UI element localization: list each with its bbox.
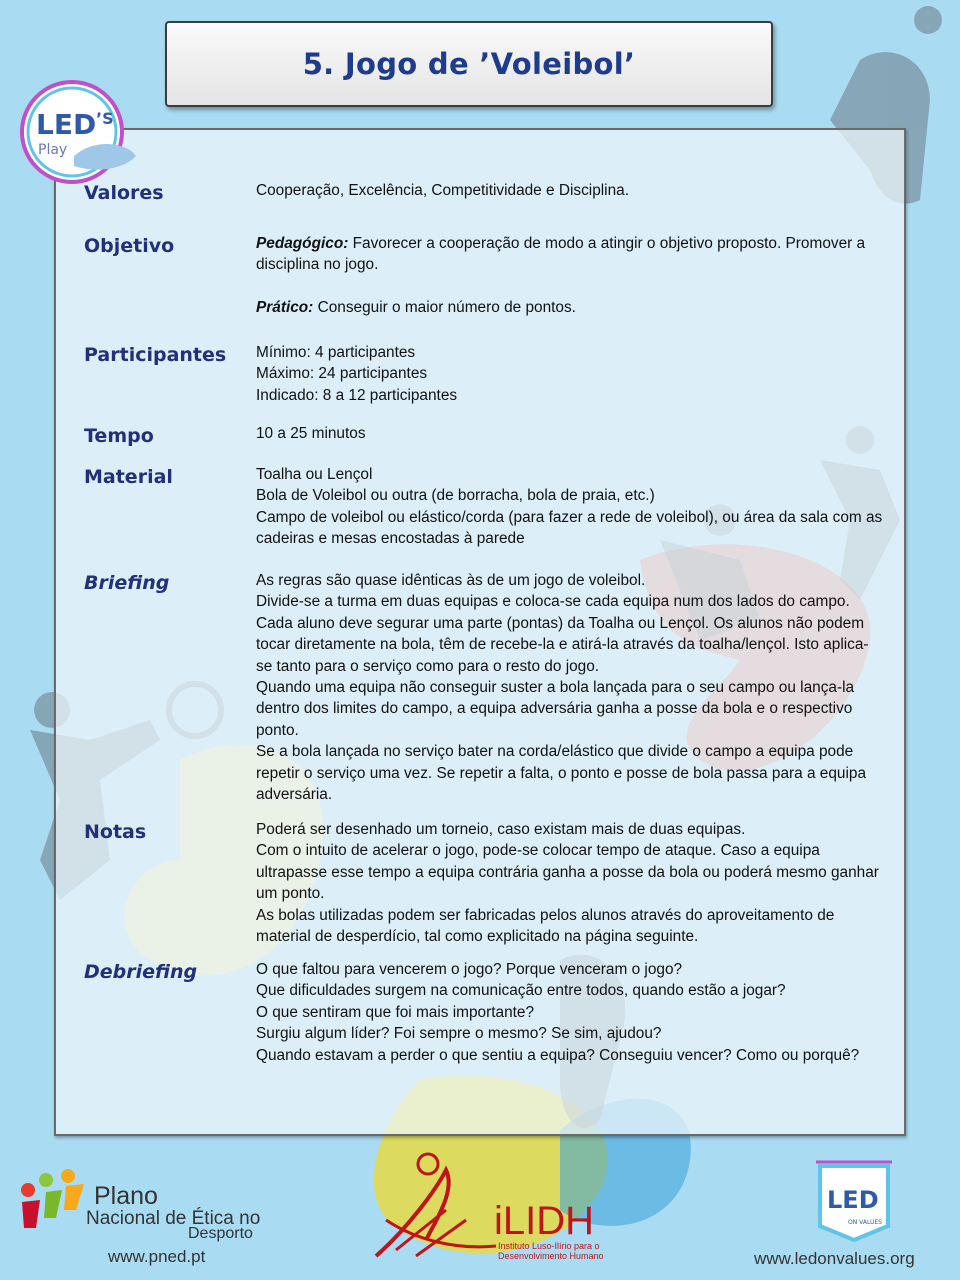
section-content	[256, 570, 884, 805]
pratico-text: Conseguir o maior número de pontos.	[313, 298, 576, 316]
section-content	[256, 233, 884, 318]
section-content	[256, 342, 884, 406]
section-label: Material	[84, 466, 173, 488]
content-line: Quando estavam a perder o que sentiu a equipa? Conseguiu vencer? Como ou porquê?	[256, 1046, 860, 1064]
section-content	[256, 959, 884, 1066]
content-line: Cooperação, Excelência, Competitividade e Disciplina.	[256, 182, 629, 199]
section-content	[256, 464, 884, 550]
pedagogico-paragraph	[256, 233, 884, 276]
section-content	[256, 819, 884, 947]
content-line: 10 a 25 minutos	[256, 425, 366, 442]
led-url: www.ledonvalues.org	[754, 1249, 915, 1268]
content-line: Quando uma equipa não conseguir suster a bola lançada para o seu campo ou lança-la dentro dos limites do campo, a equipa adversária ganha a posse da bola e o respectivo ponto.	[256, 679, 855, 739]
content-line: As regras são quase idênticas às de um jogo de voleibol.	[256, 572, 646, 589]
title-box	[165, 21, 773, 107]
section-label: Debriefing	[84, 961, 198, 983]
section-label: Tempo	[84, 425, 154, 447]
section-content	[256, 423, 884, 444]
content-line: Poderá ser desenhado um torneio, caso existam mais de duas equipas.	[256, 821, 746, 838]
ilidh-sub1: Instituto Luso-Ilírio para o	[498, 1241, 600, 1251]
content-line: O que faltou para vencerem o jogo? Porque venceram o jogo?	[256, 961, 683, 978]
led-text: LED	[827, 1186, 879, 1214]
pedagogico-label: Pedagógico:	[256, 235, 349, 252]
content-line: Bola de Voleibol ou outra (de borracha, bola de praia, etc.)	[256, 487, 655, 505]
content-line: Se a bola lançada no serviço bater na corda/elástico que divide o campo a equipa pode repetir o serviço uma vez. Se repetir a falta, o ponto e posse de bola passa para a equipa adversária.	[256, 743, 867, 804]
section-label: Valores	[84, 182, 164, 204]
pratico-label: Prático:	[256, 298, 314, 316]
pned-line3: Desporto	[188, 1225, 253, 1242]
ilidh-sub2: Desenvolvimento Humano	[498, 1251, 604, 1261]
pedagogico-text: Favorecer a cooperação de modo a atingir o objetivo proposto. Promover a disciplina no jogo.	[256, 235, 866, 274]
content-line: Surgiu algum líder? Foi sempre o mesmo? Se sim, ajudou?	[256, 1025, 662, 1043]
content-line: O que sentiram que foi mais importante?	[256, 1003, 535, 1021]
logo-play-text: Play	[38, 142, 68, 158]
content-line: Máximo: 24 participantes	[256, 365, 428, 383]
pned-logo	[16, 1166, 286, 1270]
pratico-paragraph	[256, 297, 884, 318]
section-content	[256, 180, 884, 201]
logo-led-text: LED	[36, 108, 97, 141]
content-line: Campo de voleibol ou elástico/corda (para fazer a rede de voleibol), ou área da sala com as cadeiras e mesas encostadas à parede	[256, 508, 883, 548]
content-line: As bolas utilizadas podem ser fabricadas pelos alunos através do aproveitamento de material de desperdício, tal como explicitado na página seguinte.	[256, 906, 835, 946]
led-sub: ON VALUES	[848, 1219, 882, 1226]
section-label: Participantes	[84, 344, 227, 366]
leds-play-logo	[14, 76, 144, 186]
ilidh-name: iLIDH	[494, 1199, 595, 1243]
pned-line2: Nacional de Ética no	[86, 1208, 261, 1229]
led-on-values-logo	[748, 1156, 948, 1270]
content-line: Que dificuldades surgem na comunicação entre todos, quando estão a jogar?	[256, 982, 786, 1000]
section-label: Notas	[84, 821, 147, 843]
logo-sup-text: ’S	[96, 109, 114, 128]
content-line: Toalha ou Lençol	[256, 466, 373, 483]
content-line: Mínimo: 4 participantes	[256, 344, 416, 361]
page-title: 5. Jogo de ’Voleibol’	[302, 47, 636, 81]
content-line: Divide-se a turma em duas equipas e coloca-se cada equipa num dos lados do campo. Cada aluno deve segurar uma parte (pontas) da Toalha ou Lençol. Os alunos não podem tocar diretamente na bola, têm de recebe-la e atirá-la através da toalha/lençol. Isto aplica-se tanto para o serviço como para o resto do jogo.	[256, 593, 869, 675]
section-label: Briefing	[84, 572, 170, 594]
pned-url: www.pned.pt	[108, 1247, 206, 1266]
pned-line1: Plano	[94, 1182, 158, 1210]
section-label: Objetivo	[84, 235, 175, 257]
content-line: Com o intuito de acelerar o jogo, pode-se colocar tempo de ataque. Caso a equipa ultrapasse esse tempo a equipa contrária ganha a posse da bola ou poderá mesmo ganhar um ponto.	[256, 842, 879, 903]
content-line: Indicado: 8 a 12 participantes	[256, 386, 458, 404]
ilidh-logo	[366, 1150, 616, 1266]
